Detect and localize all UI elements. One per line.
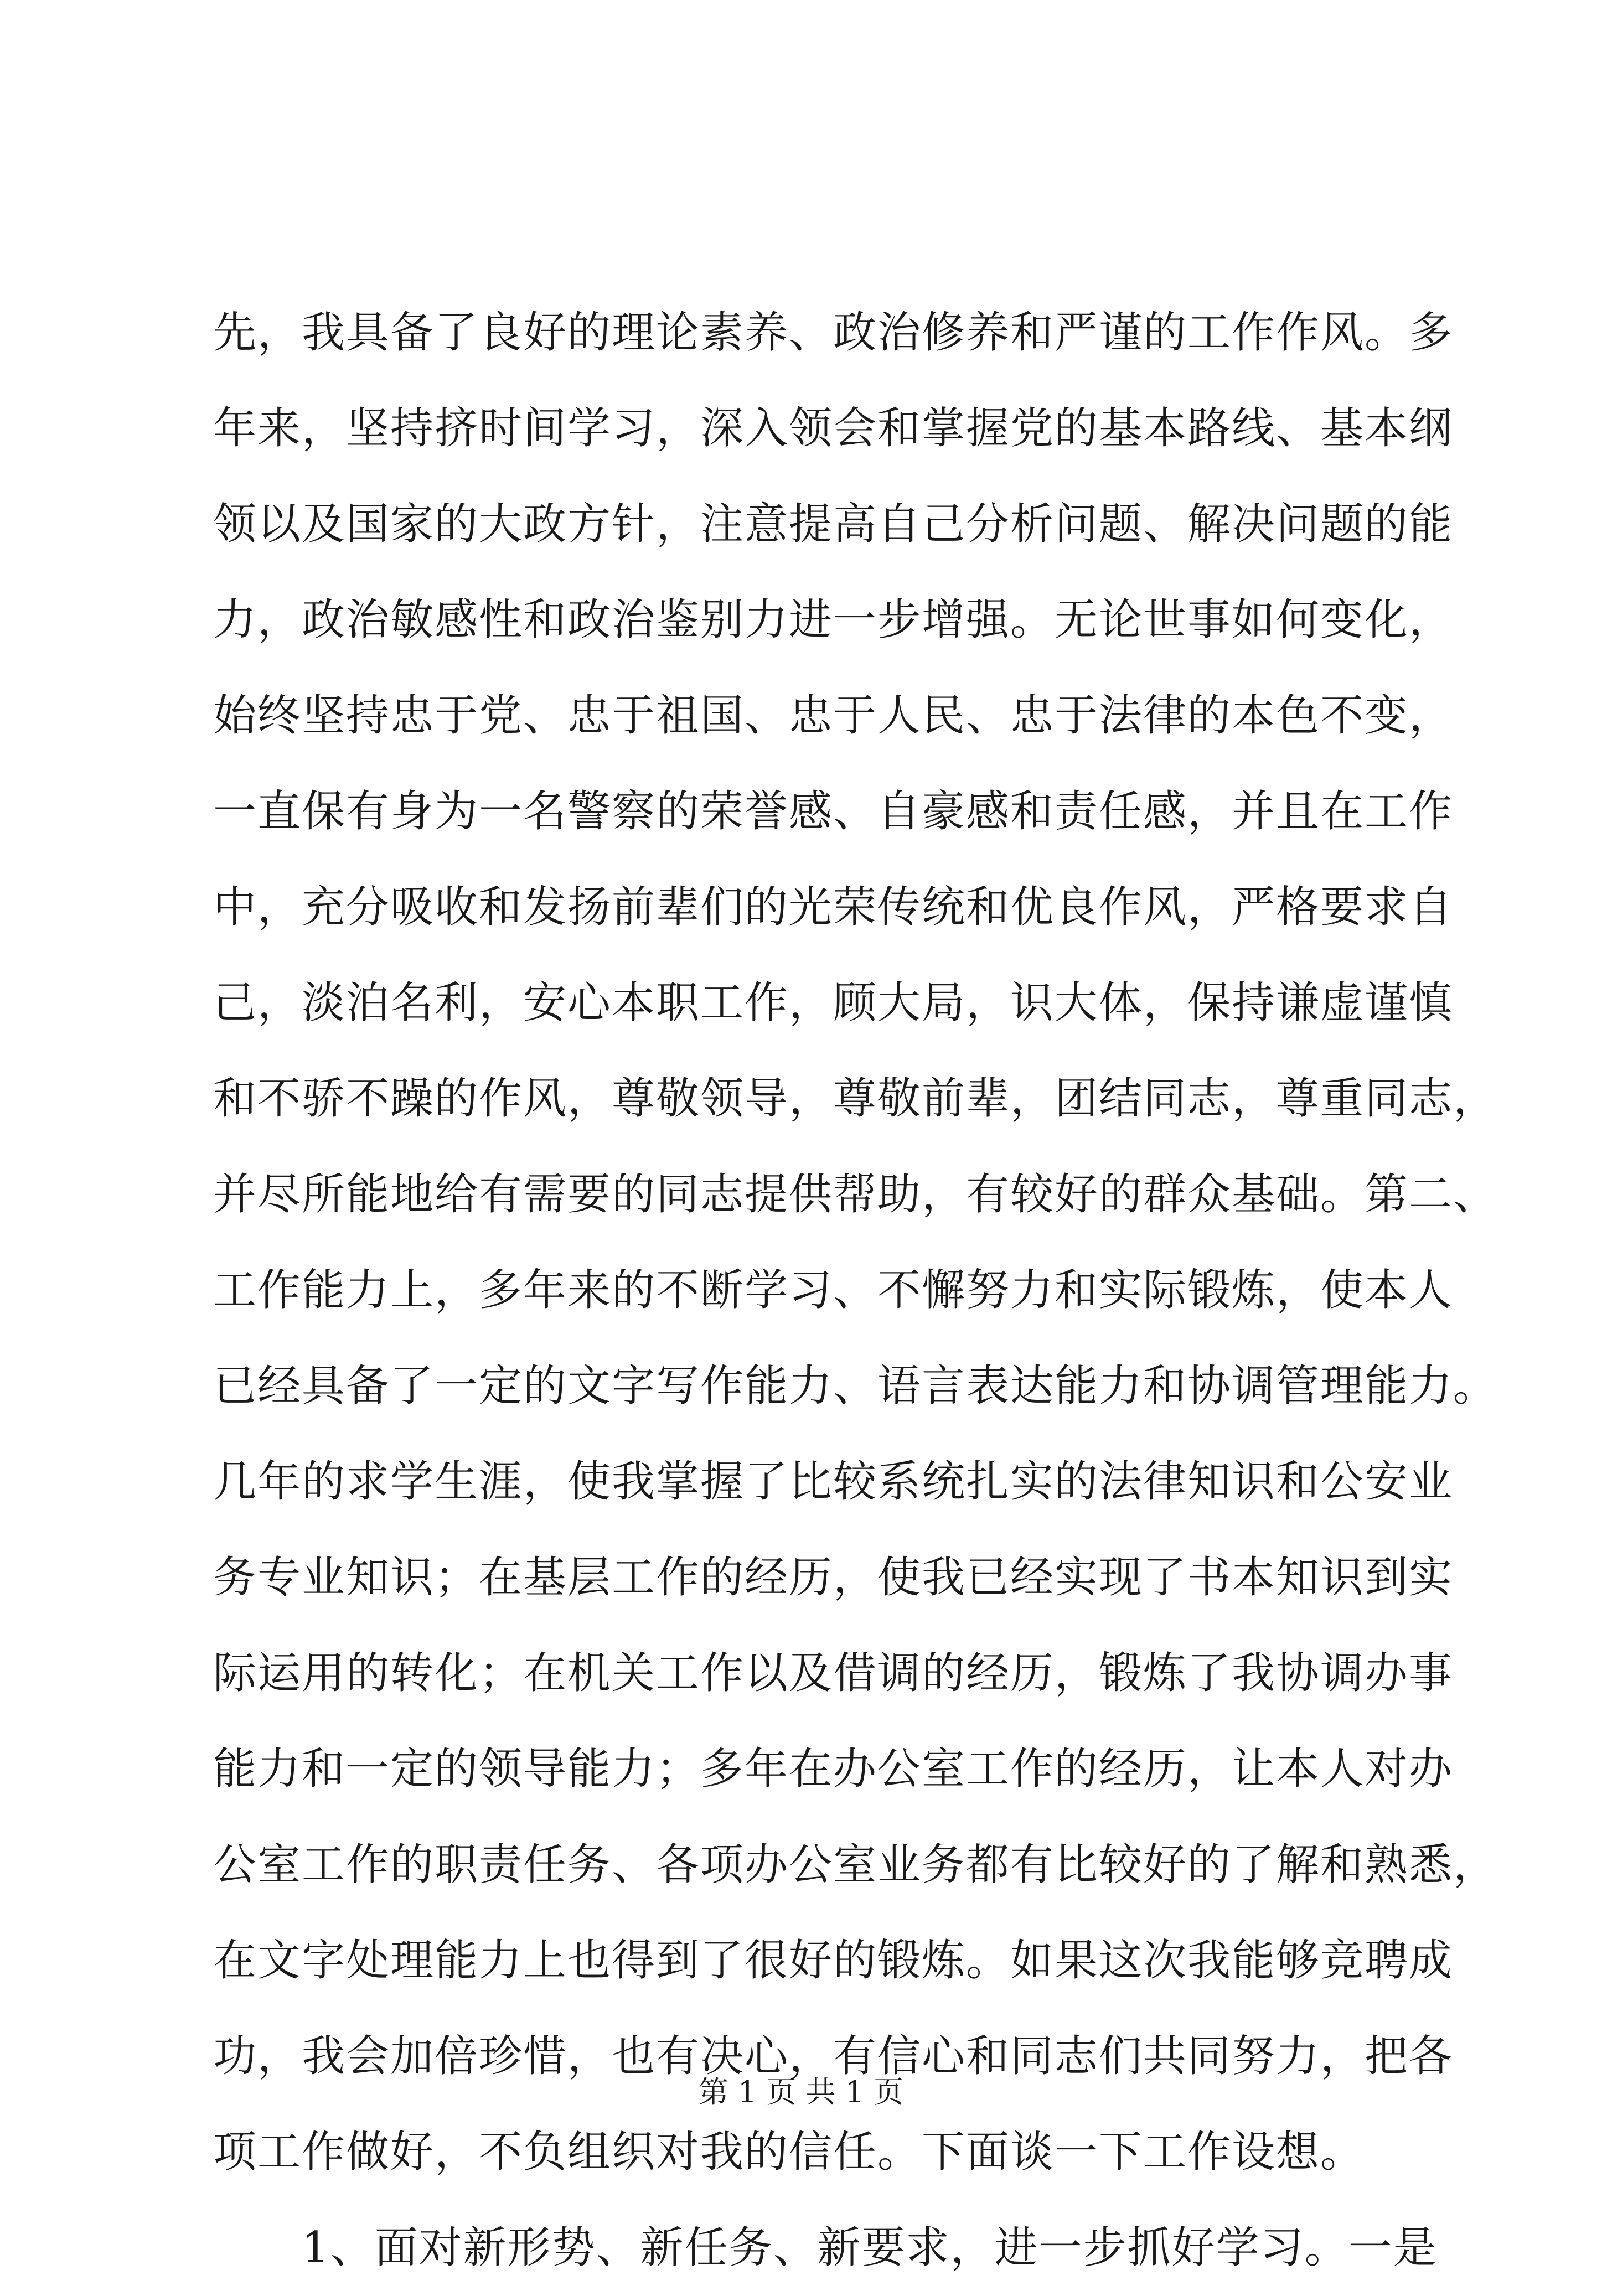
text-line: 年来，坚持挤时间学习，深入领会和掌握党的基本路线、基本纲 [213,404,1454,453]
text-line: 项工作做好，不负组织对我的信任。下面谈一下工作设想。 [213,2127,1365,2177]
text-line: 能力和一定的领导能力；多年在办公室工作的经历，让本人对办 [213,1744,1454,1794]
body-text [213,285,1498,2296]
text-line: 中，充分吸收和发扬前辈们的光荣传统和优良作风，严格要求自 [213,882,1454,932]
text-line: 已经具备了一定的文字写作能力、语言表达能力和协调管理能力。 [213,1361,1498,1411]
text-line: 务专业知识；在基层工作的经历，使我已经实现了书本知识到实 [213,1553,1454,1602]
text-line: 始终坚持忠于党、忠于祖国、忠于人民、忠于法律的本色不变， [213,691,1454,741]
text-line: 己，淡泊名利，安心本职工作，顾大局，识大体，保持谦虚谨慎 [213,978,1454,1028]
text-line: 领以及国家的大政方针，注意提高自己分析问题、解决问题的能 [213,499,1454,549]
text-line: 际运用的转化；在机关工作以及借调的经历，锻炼了我协调办事 [213,1648,1454,1698]
text-line: 一直保有身为一名警察的荣誉感、自豪感和责任感，并且在工作 [213,787,1454,836]
text-line: 公室工作的职责任务、各项办公室业务都有比较好的了解和熟悉， [213,1840,1498,1890]
text-line: 功，我会加倍珍惜，也有决心，有信心和同志们共同努力，把各 [213,2031,1454,2081]
text-line-indented: 1、面对新形势、新任务、新要求，进一步抓好学习。一是 [302,2223,1438,2273]
text-line: 在文字处理能力上也得到了很好的锻炼。如果这次我能够竞聘成 [213,1936,1454,1985]
text-line: 先，我具备了良好的理论素养、政治修养和严谨的工作作风。多 [213,308,1454,358]
page-number-label: 第 1 页 共 1 页 [698,2075,904,2109]
text-line: 并尽所能地给有需要的同志提供帮助，有较好的群众基础。第二、 [213,1170,1498,1219]
page-footer [0,2070,1602,2114]
text-line: 和不骄不躁的作风，尊敬领导，尊敬前辈，团结同志，尊重同志， [213,1074,1498,1124]
text-line: 力，政治敏感性和政治鉴别力进一步增强。无论世事如何变化， [213,595,1454,645]
text-line: 几年的求学生涯，使我掌握了比较系统扎实的法律知识和公安业 [213,1457,1454,1507]
text-line: 工作能力上，多年来的不断学习、不懈努力和实际锻炼，使本人 [213,1265,1454,1315]
